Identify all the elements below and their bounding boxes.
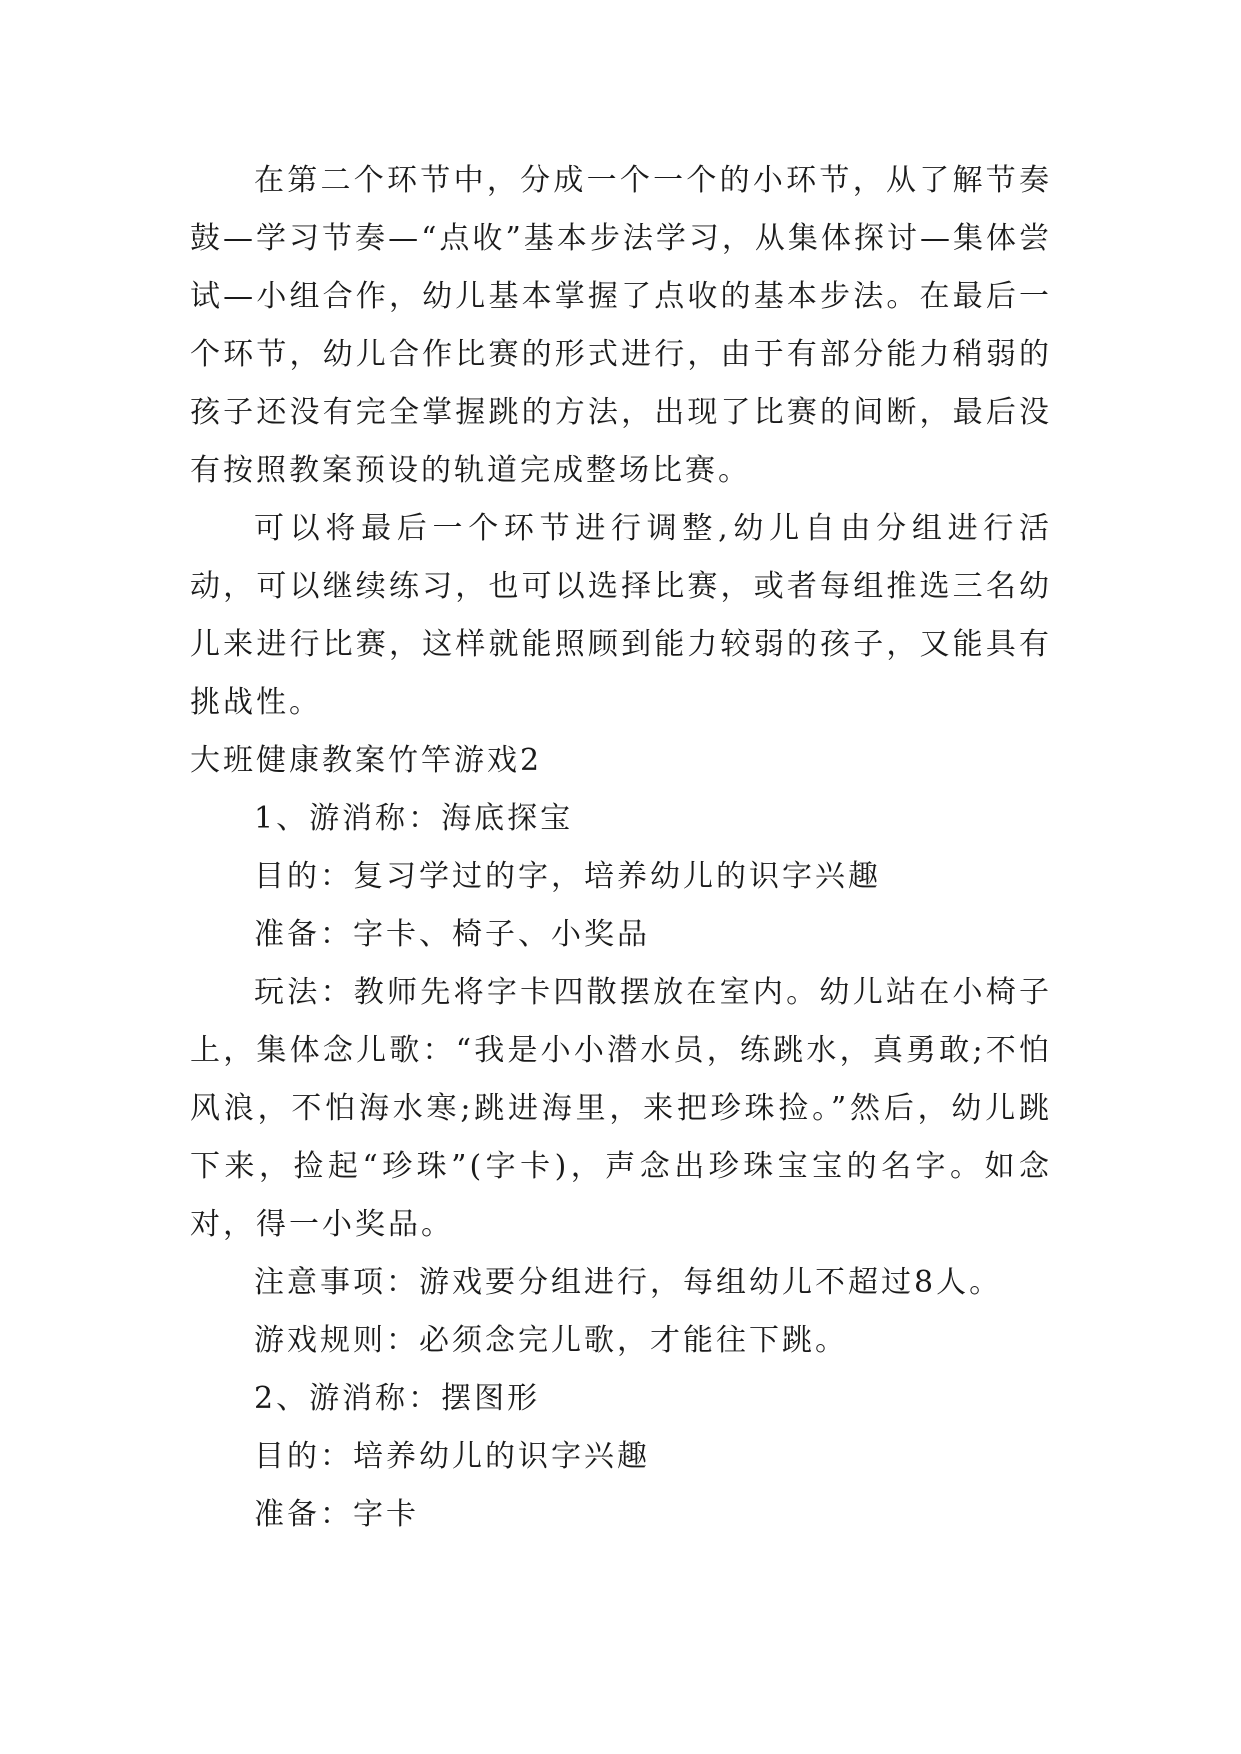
game-2-preparation: 准备：字卡 <box>254 1497 419 1532</box>
document-body <box>190 152 1052 1544</box>
game-1-rules: 游戏规则：必须念完儿歌，才能往下跳。 <box>254 1323 848 1358</box>
section-heading: 大班健康教案竹竿游戏2 <box>190 743 543 778</box>
game-1-title: 1、游消称：海底探宝 <box>254 801 574 836</box>
game-1-notes: 注意事项：游戏要分组进行，每组幼儿不超过8人。 <box>254 1265 1003 1300</box>
game-2-title: 2、游消称：摆图形 <box>254 1381 541 1416</box>
game-1-purpose: 目的：复习学过的字，培养幼儿的识字兴趣 <box>254 859 881 894</box>
paragraph-improvement-suggestion: 可以将最后一个环节进行调整,幼儿自由分组进行活动，可以继续练习，也可以选择比赛，或者每组推选三名幼儿来进行比赛，这样就能照顾到能力较弱的孩子，又能具有挑战性。 <box>190 511 1052 720</box>
game-2-purpose: 目的：培养幼儿的识字兴趣 <box>254 1439 650 1474</box>
game-1-how-to-play: 玩法：教师先将字卡四散摆放在室内。幼儿站在小椅子上，集体念儿歌：“我是小小潜水员，练跳水，真勇敢;不怕风浪，不怕海水寒;跳进海里，来把珍珠捡。”然后，幼儿跳下来，捡起“珍珠”(字卡)，声念出珍珠宝宝的名字。如念对，得一小奖品。 <box>190 975 1052 1242</box>
game-1-preparation: 准备：字卡、椅子、小奖品 <box>254 917 650 952</box>
paragraph-activity-reflection: 在第二个环节中，分成一个一个的小环节，从了解节奏鼓—学习节奏—“点收”基本步法学习，从集体探讨—集体尝试—小组合作，幼儿基本掌握了点收的基本步法。在最后一个环节，幼儿合作比赛的形式进行，由于有部分能力稍弱的孩子还没有完全掌握跳的方法，出现了比赛的间断，最后没有按照教案预设的轨道完成整场比赛。 <box>190 163 1052 488</box>
